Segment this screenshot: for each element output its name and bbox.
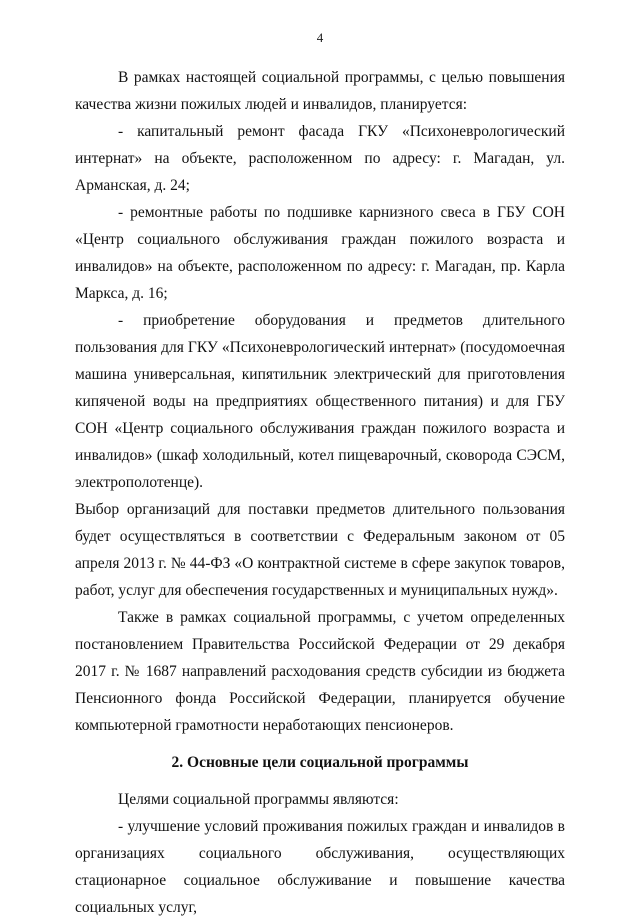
goal-item-living-conditions: - улучшение условий проживания пожилых граждан и инвалидов в организациях социального обслуживания, осуществляющих стационарное социальное обслуживание и повышение качества социальных услуг, [75,818,565,916]
computer-literacy-paragraph: Также в рамках социальной программы, с учетом определенных постановлением Правительства Российской Федерации от 29 декабря 2017 г. № 1687 направлений расходования средств субсидии из бюджета Пенсионного фонда Российской Федерации, планируется обучение компьютерной грамотности неработающих пенсионеров. [75,609,565,734]
document-body [75,64,565,921]
list-item-facade-repair: - капитальный ремонт фасада ГКУ «Психоневрологический интернат» на объекте, расположенном по адресу: г. Магадан, ул. Арманская, д. 24; [75,123,565,194]
list-item-eaves-repair: - ремонтные работы по подшивке карнизного свеса в ГБУ СОН «Центр социального обслуживания граждан пожилого возраста и инвалидов» на объекте, расположенном по адресу: г. Магадан, пр. Карла Маркса, д. 16; [75,204,565,302]
page-number: 4 [316,30,324,45]
section-heading: 2. Основные цели социальной программы [171,754,469,771]
intro-paragraph: В рамках настоящей социальной программы, с целью повышения качества жизни пожилых людей и инвалидов, планируется: [75,69,565,113]
goals-intro-paragraph: Целями социальной программы являются: [118,791,399,808]
procurement-paragraph: Выбор организаций для поставки предметов длительного пользования будет осуществляться в соответствии с Федеральным законом от 05 апреля 2013 г. № 44-ФЗ «О контрактной системе в сфере закупок товаров, работ, услуг для обеспечения государственных и муниципальных нужд». [75,501,565,599]
list-item-equipment-purchase: - приобретение оборудования и предметов длительного пользования для ГКУ «Психоневрологический интернат» (посудомоечная машина универсальная, кипятильник электрический для приготовления кипяченой воды на предприятиях общественного питания) и для ГБУ СОН «Центр социального обслуживания граждан пожилого возраста и инвалидов» (шкаф холодильный, котел пищеварочный, сковорода СЭСМ, электрополотенце). [75,312,565,491]
